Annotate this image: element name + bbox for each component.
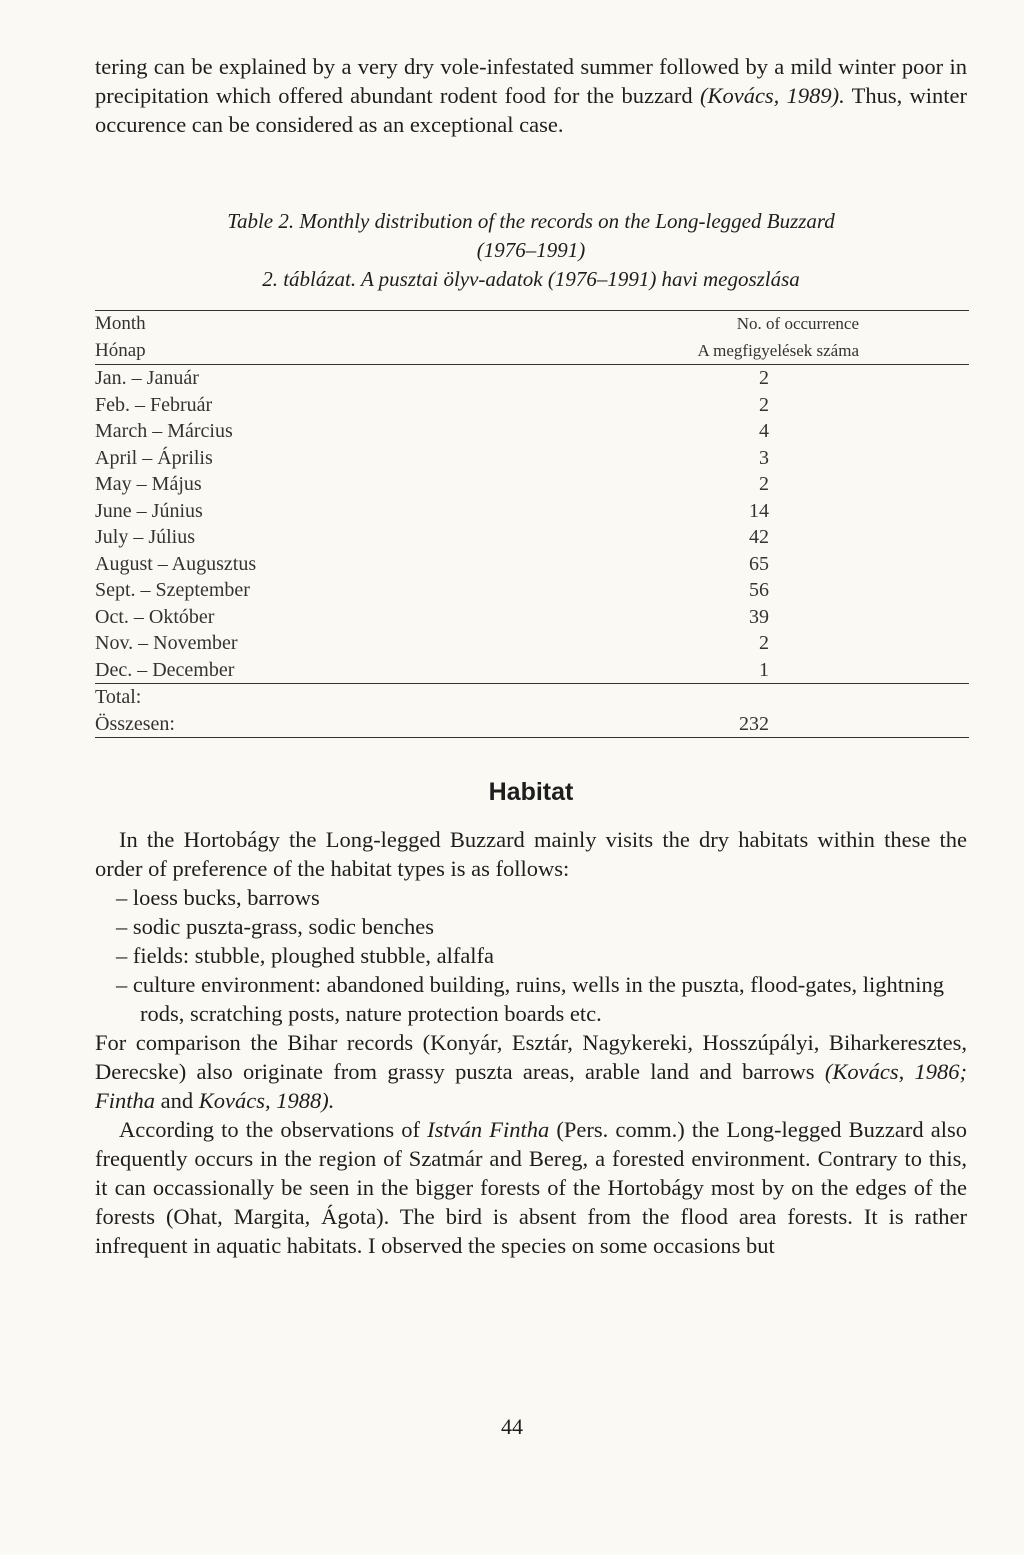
count-header-hu: A megfigyelések száma: [697, 340, 859, 360]
count-cell: 1: [759, 658, 769, 681]
count-column-header: [421, 311, 969, 365]
month-cell: August – Augusztus: [95, 552, 257, 575]
table-caption: [95, 207, 967, 294]
habitat-paragraph-1: In the Hortobágy the Long-legged Buzzard mainly visits the dry habitats within these the order of preference of the habitat types is as follows:: [95, 827, 967, 881]
count-cell: 2: [759, 367, 769, 389]
p3-text: According to the observations of: [119, 1117, 428, 1142]
intro-text: tering can be explained by a very dry vole-infestated summer followed by a mild winter poor in precipitation which offered abundant rodent food for the buzzard: [95, 54, 967, 108]
month-cell: June – Június: [95, 499, 203, 522]
table-row: [95, 630, 969, 657]
count-header-en: No. of occurrence: [736, 314, 859, 333]
table-row: [95, 604, 969, 631]
month-cell: Feb. – Február: [95, 393, 213, 416]
list-item: – loess bucks, barrows: [116, 885, 320, 910]
month-cell: Nov. – November: [95, 632, 238, 654]
table-row: [95, 498, 969, 525]
table-caption-hungarian: 2. táblázat. A pusztai ölyv-adatok (1976–1991) havi megoszlása: [262, 267, 800, 291]
table-row: [95, 657, 969, 684]
table-row: [95, 392, 969, 419]
count-cell: 3: [759, 446, 769, 469]
month-cell: Sept. – Szeptember: [95, 579, 250, 601]
table-row: [95, 365, 969, 392]
month-cell: Oct. – Október: [95, 605, 215, 628]
count-cell: 14: [749, 499, 769, 522]
p2-citation-2: Kovács, 1988).: [198, 1088, 335, 1113]
p3-observer-name: István Fintha: [427, 1117, 550, 1142]
month-cell: May – Május: [95, 473, 202, 495]
habitat-list: [95, 883, 967, 1028]
count-cell: 56: [749, 579, 769, 601]
table-row: [95, 418, 969, 445]
table-row: [95, 577, 969, 604]
total-label-en: Total:: [95, 686, 142, 708]
table-row: [95, 445, 969, 472]
month-cell: Jan. – Január: [95, 367, 199, 389]
table-row: [95, 524, 969, 551]
table-row: [95, 471, 969, 498]
month-header-en: Month: [95, 313, 146, 334]
intro-paragraph: [95, 52, 967, 139]
p2-and: and: [155, 1088, 199, 1113]
habitat-paragraph-3: [95, 1115, 967, 1260]
table-header-row: [95, 311, 969, 365]
page-number: 44: [501, 1414, 523, 1439]
table-row: [95, 551, 969, 578]
table-total-row: [95, 684, 969, 738]
month-cell: July – Július: [95, 526, 196, 548]
intro-citation: (Kovács, 1989).: [699, 83, 845, 108]
count-cell: 4: [759, 420, 769, 442]
month-cell: Dec. – December: [95, 658, 235, 681]
count-cell: 2: [759, 473, 769, 495]
table-caption-years: (1976–1991): [476, 238, 586, 262]
table-body: [95, 365, 969, 684]
count-cell: 65: [749, 552, 769, 575]
total-label-hu: Összesen:: [95, 712, 175, 735]
month-cell: April – Április: [95, 446, 213, 469]
count-cell: 2: [759, 393, 769, 416]
p3-text-end: (Pers. comm.) the Long-legged Buzzard also frequently occurs in the region of Szatmár and Bereg, a forested environment. Contrary to this, it can occassionally be seen in the bigger forests of the Hortobágy most by on the edges of the forests (Ohat, Margita, Ágota). The bird is absent from the flood area forests. It is rather infrequent in aquatic habitats. I observed the species on some occasions but: [95, 1117, 967, 1258]
list-item: – fields: stubble, ploughed stubble, alfalfa: [116, 943, 495, 968]
section-heading: Habitat: [488, 778, 574, 806]
total-value: 232: [421, 684, 969, 738]
month-header-hu: Hónap: [95, 339, 146, 361]
count-cell: 39: [749, 605, 769, 628]
count-cell: 42: [749, 526, 769, 548]
list-item: – culture environment: abandoned building, ruins, wells in the puszta, flood-gates, lightning rods, scratching posts, nature protection boards etc.: [116, 972, 944, 1026]
table-caption-english: Table 2. Monthly distribution of the records on the Long-legged Buzzard: [227, 209, 835, 233]
document-page: [95, 52, 967, 1260]
total-label: [95, 684, 421, 738]
p2-citation-1: (Kovács, 1986; Fintha: [95, 1059, 967, 1113]
month-column-header: [95, 311, 421, 365]
intro-text-end: Thus, winter occurence can be considered as an exceptional case.: [95, 83, 967, 137]
month-cell: March – Március: [95, 420, 233, 442]
count-cell: 2: [759, 632, 769, 654]
habitat-paragraph-2: [95, 1028, 967, 1115]
monthly-records-table: [95, 310, 969, 738]
p2-text: For comparison the Bihar records (Konyár, Esztár, Nagykereki, Hosszúpályi, Biharkeresztes, Derecske) also originate from grassy puszta areas, arable land and barrows: [95, 1030, 967, 1084]
list-item: – sodic puszta-grass, sodic benches: [116, 914, 435, 939]
